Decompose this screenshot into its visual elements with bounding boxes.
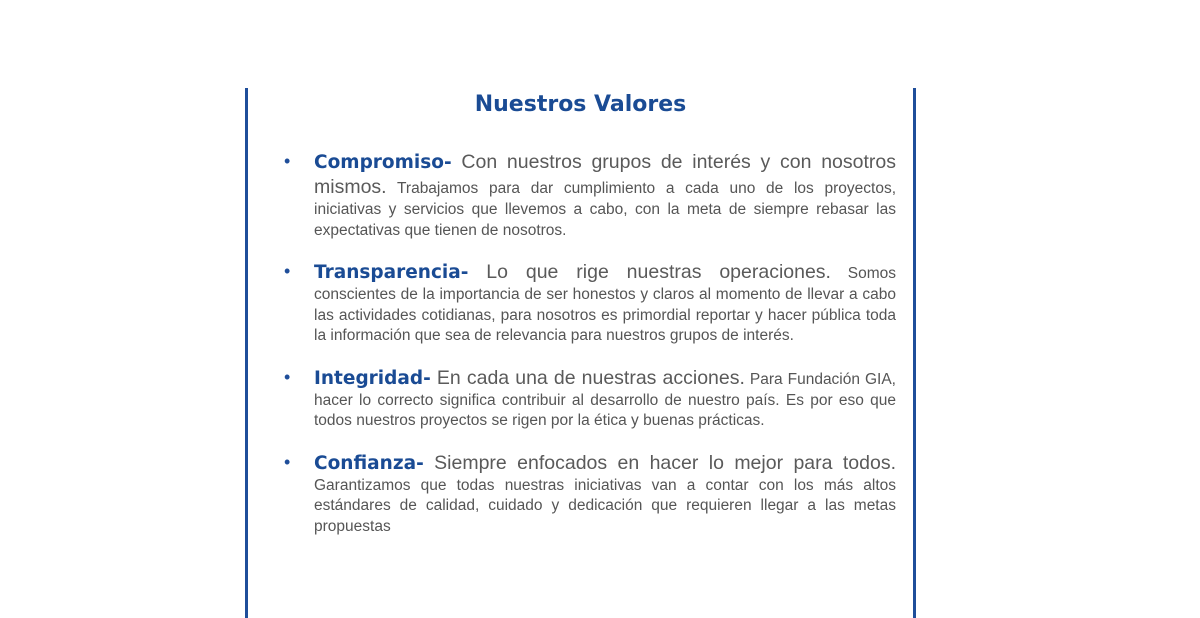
value-text	[314, 366, 896, 432]
value-item-compromiso	[284, 150, 896, 241]
values-panel	[245, 88, 916, 618]
bullet-icon: •	[284, 151, 291, 171]
section-title: Nuestros Valores	[474, 92, 687, 117]
value-detail: Somos conscientes de la importancia de ser honestos y claros al momento de llevar a cabo las actividades cotidianas, para nosotros es primordial reportar y hacer pública toda la información que sea de relevancia para nuestros grupos de interés.	[314, 265, 896, 344]
value-term: Confianza-	[314, 452, 424, 474]
value-detail: Trabajamos para dar cumplimiento a cada uno de los proyectos, iniciativas y servicios que llevemos a cabo, con la meta de siempre rebasar las expectativas que tienen de nosotros.	[314, 180, 896, 239]
bullet-icon: •	[284, 366, 291, 387]
value-detail: Para Fundación GIA, hacer lo correcto significa contribuir al desarrollo de nuestro país. Es por eso que todos nuestros proyectos se rigen por la ética y buenas prácticas.	[314, 370, 896, 429]
value-lead: Lo que rige nuestras operaciones.	[468, 261, 831, 283]
value-item-integridad	[284, 366, 896, 432]
bullet-icon: •	[284, 261, 291, 281]
value-lead: En cada una de nuestras acciones.	[430, 366, 745, 389]
value-item-transparencia	[284, 260, 896, 347]
value-lead: Con nuestros grupos de interés y con nosotros mismos.	[314, 151, 896, 198]
value-term: Compromiso-	[314, 152, 452, 173]
value-term: Transparencia-	[314, 262, 469, 283]
value-term: Integridad-	[314, 367, 431, 389]
bullet-icon: •	[284, 451, 291, 472]
value-text	[314, 451, 896, 538]
value-item-confianza	[284, 451, 896, 538]
value-text	[314, 150, 896, 241]
value-detail: Garantizamos que todas nuestras iniciativas van a contar con los más altos estándares de calidad, cuidado y dedicación que requieren llegar a las metas propuestas	[314, 476, 896, 535]
value-lead: Siempre enfocados en hacer lo mejor para todos.	[423, 451, 896, 474]
value-text	[314, 260, 896, 347]
values-list	[284, 150, 896, 556]
